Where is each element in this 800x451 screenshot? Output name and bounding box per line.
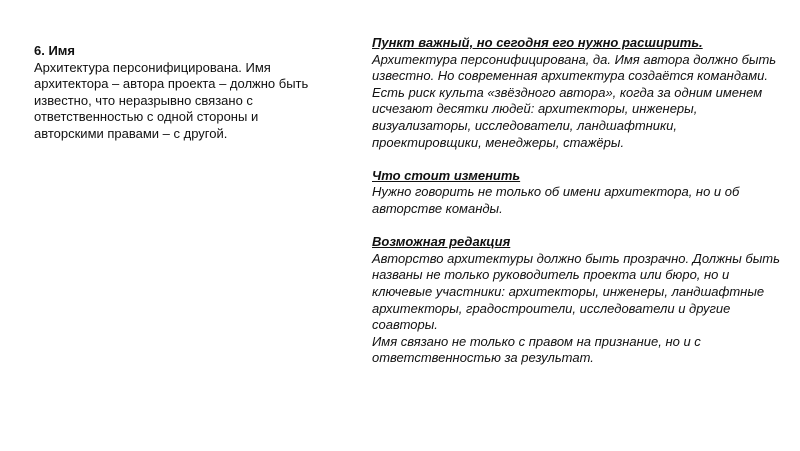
commentary-section-intro (372, 35, 792, 151)
original-clause (34, 43, 334, 143)
commentary-section-revision (372, 234, 792, 367)
section-title: Возможная редакция (372, 234, 511, 250)
clause-heading: 6. Имя (34, 43, 75, 58)
commentary (372, 35, 792, 383)
section-text: Авторство архитектуры должно быть прозрачно. Должны быть названы не только руководитель проекта или бюро, но и ключевые участники: архитекторы, инженеры, ландшафтные архитекторы, градостроители, исследователи и другие соавторы. Имя связано не только с правом на признание, но и с ответственностью за результат. (372, 250, 780, 366)
section-title: Пункт важный, но сегодня его нужно расширить. (372, 35, 703, 50)
commentary-section-change (372, 168, 792, 218)
section-text: Нужно говорить не только об имени архитектора, но и об авторстве команды. (372, 184, 740, 216)
clause-text: Архитектура персонифицирована. Имя архитектора – автора проекта – должно быть известно, что неразрывно связано с ответственностью с одной стороны и авторскими правами – с другой. (34, 59, 309, 141)
section-title: Что стоит изменить (372, 167, 521, 183)
section-text: Архитектура персонифицирована, да. Имя автора должно быть известно. Но современная архитектура создаётся командами. Есть риск культа «звёздного автора», когда за одним именем исчезают десятки людей: архитекторы, инженеры, визуализаторы, исследователи, ландшафтники, проектировщики, менеджеры, стажёры. (372, 51, 777, 150)
